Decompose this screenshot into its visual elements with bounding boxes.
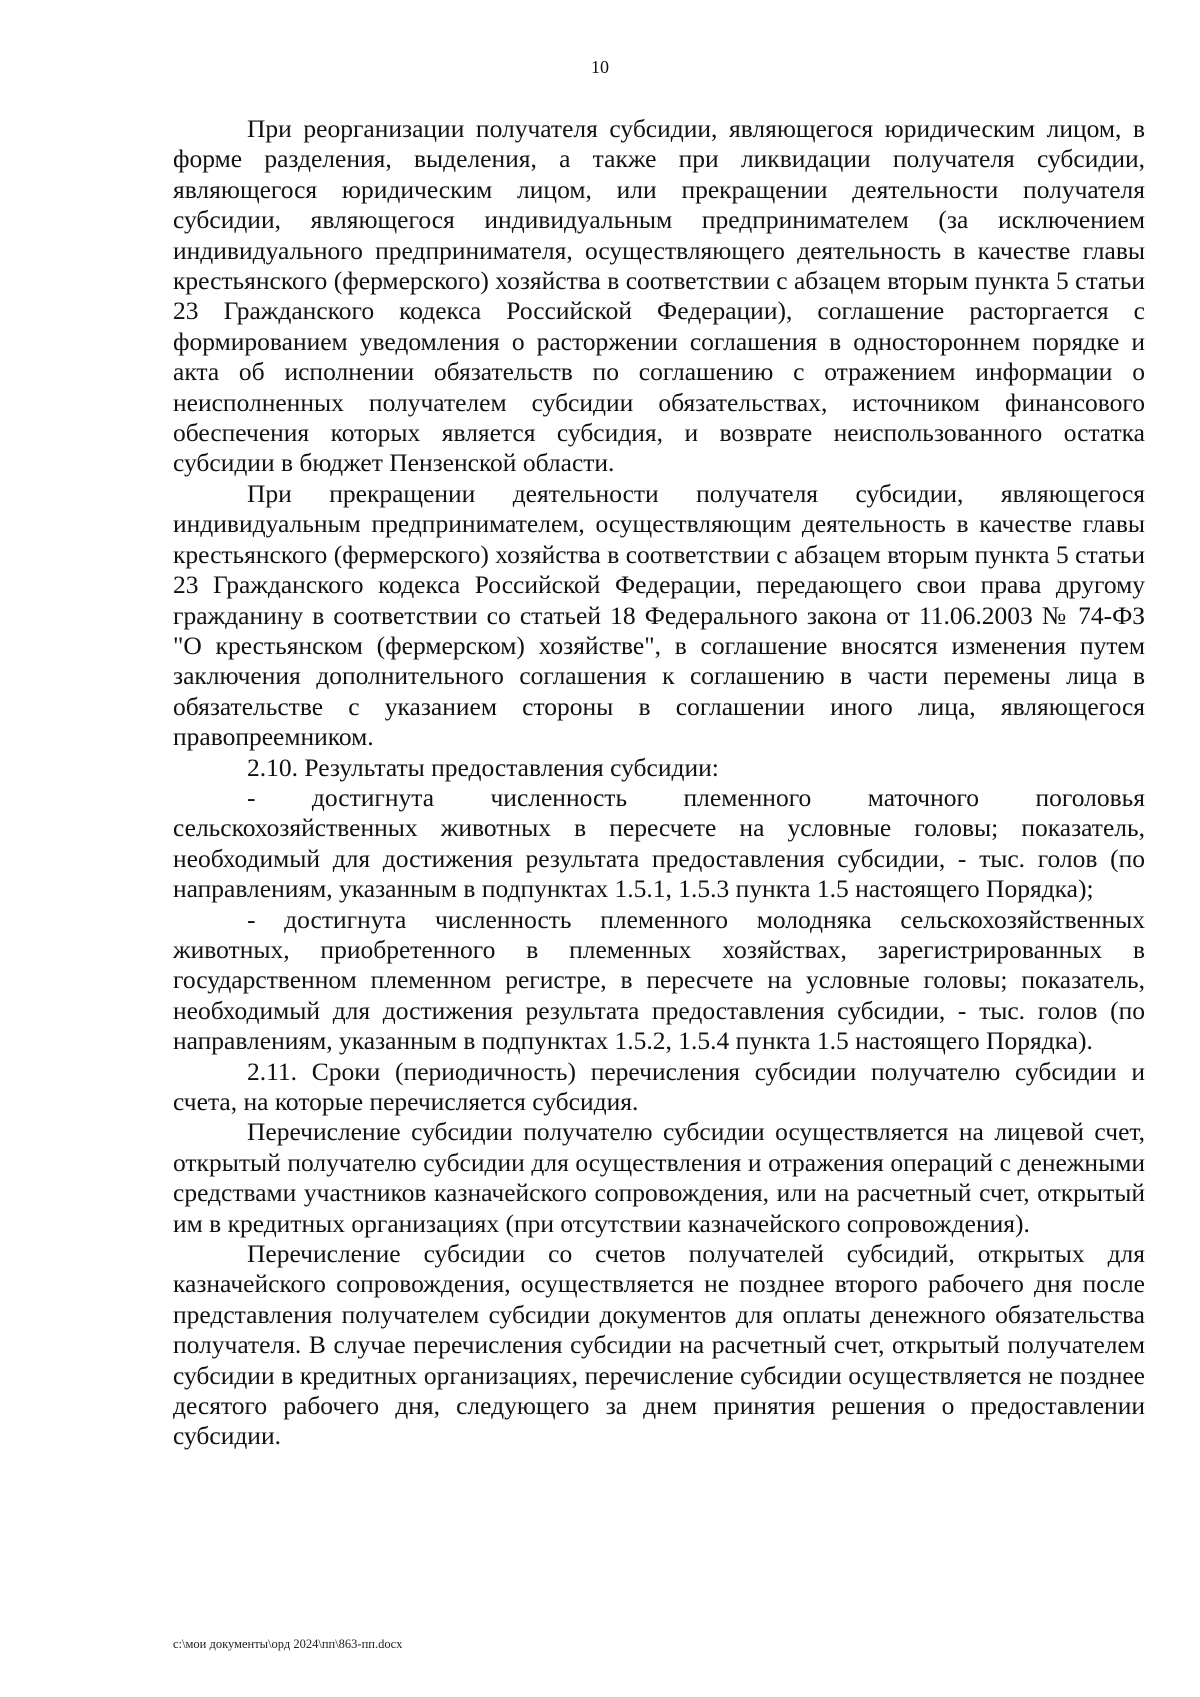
file-path-footer: c:\мои документы\орд 2024\пп\863-пп.docx [173, 1637, 403, 1651]
section-heading-2-11: 2.11. Сроки (периодичность) перечисления субсидии получателю субсидии и счета, на которые перечисляется субсидия. [173, 1056, 1145, 1116]
section-heading-2-10: 2.10. Результаты предоставления субсидии: [247, 752, 719, 782]
list-item-breeding-stock: - достигнута численность племенного маточного поголовья сельскохозяйственных животных в пересчете на условные головы; показатель, необходимый для достижения результата предоставления субсидии, - тыс. голов (по направлениям, указанным в подпунктах 1.5.1, 1.5.3 пункта 1.5 настоящего Порядка); [173, 782, 1145, 904]
page-number: 10 [591, 57, 609, 77]
paragraph-transfer-account: Перечисление субсидии получателю субсидии осуществляется на лицевой счет, открытый получателю субсидии для осуществления и отражения операций с денежными средствами участников казначейского сопровождения, или на расчетный счет, открытый им в кредитных организациях (при отсутствии казначейского сопровождения). [173, 1117, 1145, 1238]
list-item-young-stock: - достигнута численность племенного молодняка сельскохозяйственных животных, приобретенного в племенных хозяйствах, зарегистрированных в государственном племенном регистре, в пересчете на условные головы; показатель, необходимый для достижения результата предоставления субсидии, - тыс. голов (по направлениям, указанным в подпунктах 1.5.2, 1.5.4 пункта 1.5 настоящего Порядка). [173, 904, 1145, 1056]
document-body [173, 114, 1145, 1452]
paragraph-reorganization: При реорганизации получателя субсидии, являющегося юридическим лицом, в форме разделения, выделения, а также при ликвидации получателя субсидии, являющегося юридическим лицом, или прекращении деятельности получателя субсидии, являющегося индивидуальным предпринимателем (за исключением индивидуального предпринимателя, осуществляющего деятельность в качестве главы крестьянского (фермерского) хозяйства в соответствии с абзацем вторым пункта 5 статьи 23 Гражданского кодекса Российской Федерации), соглашение расторгается с формированием уведомления о расторжении соглашения в одностороннем порядке и акта об исполнении обязательств по соглашению с отражением информации о неисполненных получателем субсидии обязательствах, источником финансового обеспечения которых является субсидия, и возврате неиспользованного остатка субсидии в бюджет Пензенской области. [173, 114, 1145, 478]
paragraph-termination: При прекращении деятельности получателя субсидии, являющегося индивидуальным предпринимателем, осуществляющим деятельность в качестве главы крестьянского (фермерского) хозяйства в соответствии с абзацем вторым пункта 5 статьи 23 Гражданского кодекса Российской Федерации, передающего свои права другому гражданину в соответствии со статьей 18 Федерального закона от 11.06.2003 № 74-ФЗ "О крестьянском (фермерском) хозяйстве", в соглашение вносятся изменения путем заключения дополнительного соглашения к соглашению в части перемены лица в обязательстве с указанием стороны в соглашении иного лица, являющегося правопреемником. [173, 478, 1145, 752]
paragraph-transfer-deadline: Перечисление субсидии со счетов получателей субсидий, открытых для казначейского сопровождения, осуществляется не позднее второго рабочего дня после представления получателем субсидии документов для оплаты денежного обязательства получателя. В случае перечисления субсидии на расчетный счет, открытый получателем субсидии в кредитных организациях, перечисление субсидии осуществляется не позднее десятого рабочего дня, следующего за днем принятия решения о предоставлении субсидии. [173, 1239, 1145, 1451]
